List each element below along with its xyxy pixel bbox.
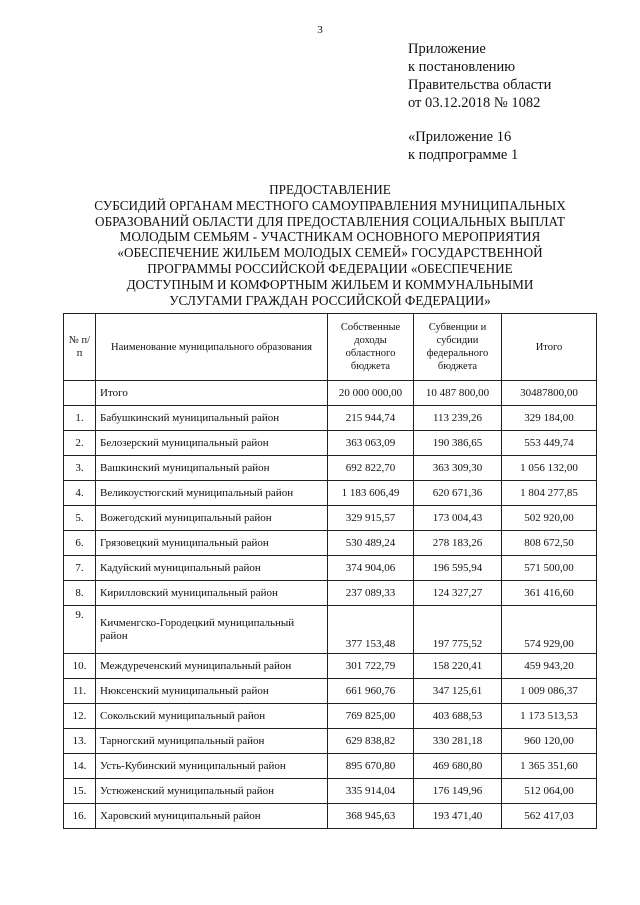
- table-row: [64, 531, 597, 556]
- row-num: 16.: [64, 804, 96, 829]
- row-municipality: Междуреченский муниципальный район: [96, 654, 328, 679]
- table-row: [64, 654, 597, 679]
- summary-total: 30487800,00: [502, 381, 597, 406]
- row-federal: 403 688,53: [414, 704, 502, 729]
- row-federal: 193 471,40: [414, 804, 502, 829]
- header-num: № п/п: [64, 314, 96, 381]
- row-federal: 158 220,41: [414, 654, 502, 679]
- row-total: 1 804 277,85: [502, 481, 597, 506]
- row-municipality: Нюксенский муниципальный район: [96, 679, 328, 704]
- row-total: 553 449,74: [502, 431, 597, 456]
- row-own: 237 089,33: [328, 581, 414, 606]
- row-num: 4.: [64, 481, 96, 506]
- header-name: Наименование муниципального образования: [96, 314, 328, 381]
- row-own: 661 960,76: [328, 679, 414, 704]
- row-own: 368 945,63: [328, 804, 414, 829]
- row-total: 512 064,00: [502, 779, 597, 804]
- row-federal: 113 239,26: [414, 406, 502, 431]
- appendix-line: к постановлению: [408, 59, 516, 75]
- row-total: 329 184,00: [502, 406, 597, 431]
- row-federal: 347 125,61: [414, 679, 502, 704]
- table-header-row: [64, 314, 597, 381]
- row-total: 459 943,20: [502, 654, 597, 679]
- row-num: 6.: [64, 531, 96, 556]
- table-row: [64, 581, 597, 606]
- row-num: 11.: [64, 679, 96, 704]
- row-federal: 330 281,18: [414, 729, 502, 754]
- row-federal: 190 386,65: [414, 431, 502, 456]
- title-line: СУБСИДИЙ ОРГАНАМ МЕСТНОГО САМОУПРАВЛЕНИЯ МУНИЦИПАЛЬНЫХ: [94, 197, 566, 213]
- row-municipality: Сокольский муниципальный район: [96, 704, 328, 729]
- row-num: 8.: [64, 581, 96, 606]
- table-row: [64, 754, 597, 779]
- table-row: [64, 606, 597, 654]
- row-municipality: Кирилловский муниципальный район: [96, 581, 328, 606]
- row-municipality: Великоустюгский муниципальный район: [96, 481, 328, 506]
- appendix-line: Правительства области: [408, 77, 552, 93]
- row-total: 502 920,00: [502, 506, 597, 531]
- title-line: ОБРАЗОВАНИЙ ОБЛАСТИ ДЛЯ ПРЕДОСТАВЛЕНИЯ СОЦИАЛЬНЫХ ВЫПЛАТ: [95, 213, 565, 229]
- row-federal: 469 680,80: [414, 754, 502, 779]
- title-line: ПРЕДОСТАВЛЕНИЕ: [269, 182, 391, 197]
- table-row: [64, 406, 597, 431]
- row-num: 3.: [64, 456, 96, 481]
- row-municipality: Вашкинский муниципальный район: [96, 456, 328, 481]
- header-federal-budget: Субвенции и субсидии федерального бюджета: [414, 314, 502, 381]
- summary-federal: 10 487 800,00: [414, 381, 502, 406]
- row-municipality: Усть-Кубинский муниципальный район: [96, 754, 328, 779]
- row-total: 361 416,60: [502, 581, 597, 606]
- row-own: 374 904,06: [328, 556, 414, 581]
- title-line: ПРОГРАММЫ РОССИЙСКОЙ ФЕДЕРАЦИИ «ОБЕСПЕЧЕНИЕ: [147, 260, 513, 276]
- row-municipality: Белозерский муниципальный район: [96, 431, 328, 456]
- row-total: 808 672,50: [502, 531, 597, 556]
- table-row: [64, 556, 597, 581]
- document-title: [60, 182, 600, 308]
- row-total: 960 120,00: [502, 729, 597, 754]
- appendix-line: Приложение: [408, 41, 486, 57]
- row-own: 363 063,09: [328, 431, 414, 456]
- row-own: 377 153,48: [328, 606, 414, 654]
- row-total: 574 929,00: [502, 606, 597, 654]
- row-federal: 196 595,94: [414, 556, 502, 581]
- row-federal: 620 671,36: [414, 481, 502, 506]
- row-num: 7.: [64, 556, 96, 581]
- row-municipality: Грязовецкий муниципальный район: [96, 531, 328, 556]
- row-total: 562 417,03: [502, 804, 597, 829]
- summary-label: Итого: [96, 381, 328, 406]
- row-federal: 173 004,43: [414, 506, 502, 531]
- row-total: 571 500,00: [502, 556, 597, 581]
- summary-row: [64, 381, 597, 406]
- row-municipality: Кадуйский муниципальный район: [96, 556, 328, 581]
- row-federal: 278 183,26: [414, 531, 502, 556]
- summary-own: 20 000 000,00: [328, 381, 414, 406]
- row-federal: 363 309,30: [414, 456, 502, 481]
- row-municipality: Вожегодский муниципальный район: [96, 506, 328, 531]
- row-own: 1 183 606,49: [328, 481, 414, 506]
- title-line: «ОБЕСПЕЧЕНИЕ ЖИЛЬЕМ МОЛОДЫХ СЕМЕЙ» ГОСУДАРСТВЕННОЙ: [117, 245, 543, 261]
- row-own: 692 822,70: [328, 456, 414, 481]
- appendix-line: от 03.12.2018 № 1082: [408, 95, 541, 111]
- subsidy-table: [63, 313, 597, 829]
- row-own: 895 670,80: [328, 754, 414, 779]
- row-own: 301 722,79: [328, 654, 414, 679]
- row-federal: 176 149,96: [414, 779, 502, 804]
- row-municipality: Бабушкинский муниципальный район: [96, 406, 328, 431]
- row-own: 629 838,82: [328, 729, 414, 754]
- row-total: 1 173 513,53: [502, 704, 597, 729]
- row-municipality: Кичменгско-Городецкий муниципальный район: [96, 606, 328, 654]
- row-num: 5.: [64, 506, 96, 531]
- row-num: 13.: [64, 729, 96, 754]
- row-municipality: Устюженский муниципальный район: [96, 779, 328, 804]
- table-row: [64, 431, 597, 456]
- row-own: 329 915,57: [328, 506, 414, 531]
- row-num: 2.: [64, 431, 96, 456]
- row-num: 15.: [64, 779, 96, 804]
- row-num: 9.: [64, 606, 96, 654]
- row-own: 769 825,00: [328, 704, 414, 729]
- appendix-header: [408, 40, 551, 164]
- table-row: [64, 804, 597, 829]
- table-row: [64, 506, 597, 531]
- title-line: УСЛУГАМИ ГРАЖДАН РОССИЙСКОЙ ФЕДЕРАЦИИ»: [169, 292, 491, 308]
- table-row: [64, 704, 597, 729]
- row-total: 1 056 132,00: [502, 456, 597, 481]
- header-own-budget: Собственные доходы областного бюджета: [328, 314, 414, 381]
- row-total: 1 009 086,37: [502, 679, 597, 704]
- row-municipality: Тарногский муниципальный район: [96, 729, 328, 754]
- table-row: [64, 456, 597, 481]
- row-num: 12.: [64, 704, 96, 729]
- table-row: [64, 729, 597, 754]
- page-number: 3: [317, 24, 323, 36]
- title-line: ДОСТУПНЫМ И КОМФОРТНЫМ ЖИЛЬЕМ И КОММУНАЛЬНЫМИ: [126, 276, 534, 292]
- row-own: 530 489,24: [328, 531, 414, 556]
- title-line: МОЛОДЫМ СЕМЬЯМ - УЧАСТНИКАМ ОСНОВНОГО МЕРОПРИЯТИЯ: [119, 229, 541, 245]
- row-own: 215 944,74: [328, 406, 414, 431]
- row-num: 1.: [64, 406, 96, 431]
- row-own: 335 914,04: [328, 779, 414, 804]
- header-total: Итого: [502, 314, 597, 381]
- appendix-line: к подпрограмме 1: [408, 147, 519, 163]
- row-federal: 197 775,52: [414, 606, 502, 654]
- table-row: [64, 481, 597, 506]
- row-municipality: Харовский муниципальный район: [96, 804, 328, 829]
- row-total: 1 365 351,60: [502, 754, 597, 779]
- table-row: [64, 679, 597, 704]
- table-row: [64, 779, 597, 804]
- summary-num: [64, 381, 96, 406]
- appendix-line: «Приложение 16: [408, 129, 512, 145]
- row-num: 10.: [64, 654, 96, 679]
- row-num: 14.: [64, 754, 96, 779]
- row-federal: 124 327,27: [414, 581, 502, 606]
